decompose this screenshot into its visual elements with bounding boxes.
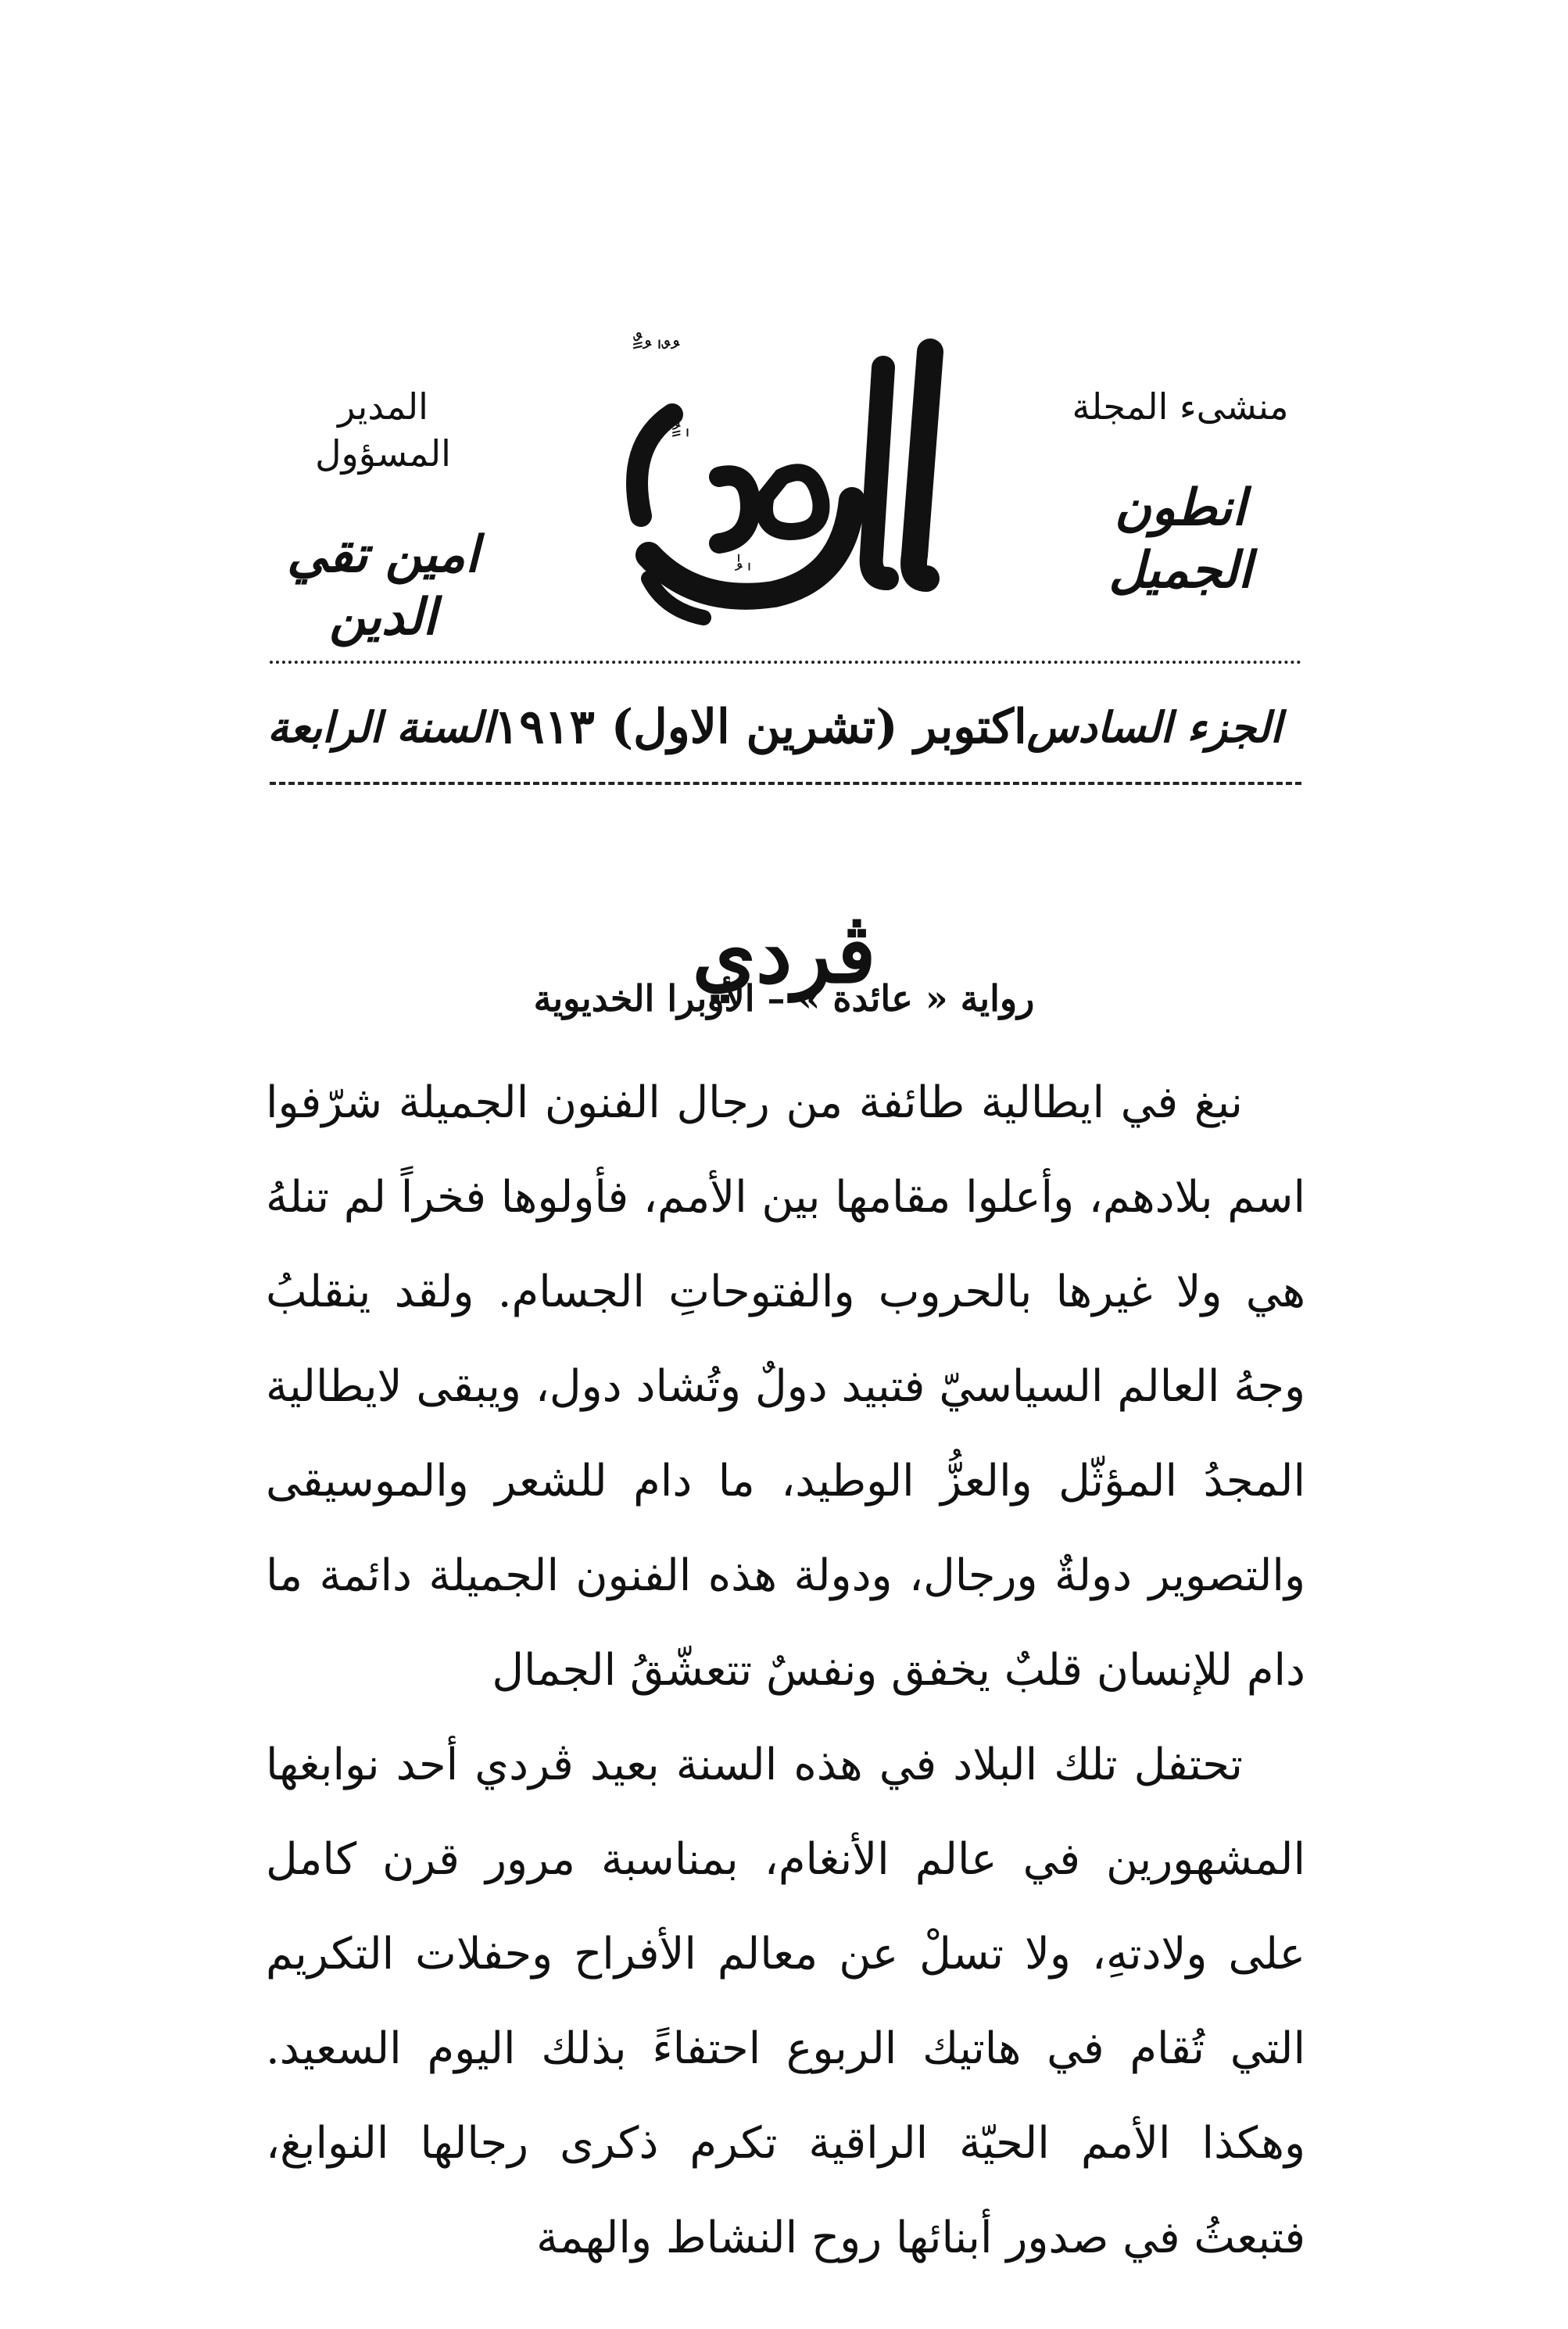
manager-name: امين تقي الدين xyxy=(287,525,479,647)
calligraphic-logo-icon xyxy=(578,321,985,633)
svg-text:ُ ً ٰ: ُ ً ٰ xyxy=(672,428,689,460)
article-paragraph: نبغ في ايطالية طائفة من رجال الفنون الجميلة شرّفوا اسم بلادهم، وأعلوا مقامها بين الأمم، فأولوها فخراً لم تنلهُ هي ولا غيرها بالحروب والفتوحاتِ الجسام. ولقد ينقلبُ وجهُ العالم السياسيّ فتبيد دولٌ وتُشاد دول، ويبقى لايطالية المجدُ المؤثّل والعزُّ الوطيد، ما دام للشعر والموسيقى والتصوير دولةٌ ورجال، ودولة هذه الفنون الجميلة دائمة ما دام للإنسان قلبٌ يخفق ونفسٌ تتعشّقُ الجمال xyxy=(266,1077,1305,1696)
masthead-divider xyxy=(270,661,1301,664)
issue-part: الجزء السادس xyxy=(1026,702,1282,752)
article-body xyxy=(266,1055,1305,2285)
manager-credit xyxy=(266,383,500,649)
issue-info-bar xyxy=(267,688,1282,766)
founder-credit xyxy=(1063,383,1298,602)
founder-name: انطون الجميل xyxy=(1108,478,1252,600)
issue-date: اكتوبر (تشرين الاول) ١٩١٣ xyxy=(493,700,1027,754)
svg-text:ٰ ُ ٰ: ٰ ُ ٰ xyxy=(735,562,751,593)
article-title: ڤردي xyxy=(692,905,876,1001)
masthead xyxy=(266,313,1298,647)
founder-label: منشىء المجلة xyxy=(1072,385,1289,428)
magazine-logo xyxy=(578,321,985,633)
issue-bar-divider xyxy=(270,782,1301,785)
issue-year: السنة الرابعة xyxy=(267,702,494,752)
article-subtitle: رواية « عائدة » – الأوبرا الخديوية xyxy=(533,977,1035,1019)
manager-label: المدير المسؤول xyxy=(315,385,451,475)
svg-text:ٌ ً ُ ٰ ٌ ُ: ٌ ً ُ ٰ ٌ ُ xyxy=(633,339,680,375)
article-paragraph: تحتفل تلك البلاد في هذه السنة بعيد ڤردي أحد نوابغها المشهورين في عالم الأنغام، بمناسبة مرور قرن كامل على ولادتهِ، ولا تسلْ عن معالم الأفراح وحفلات التكريم التي تُقام في هاتيك الربوع احتفاءً بذلك اليوم السعيد. وهكذا الأمم الحيّة الراقية تكرم ذكرى رجالها النوابغ، فتبعثُ في صدور أبنائها روح النشاط والهمة xyxy=(266,1740,1305,2263)
